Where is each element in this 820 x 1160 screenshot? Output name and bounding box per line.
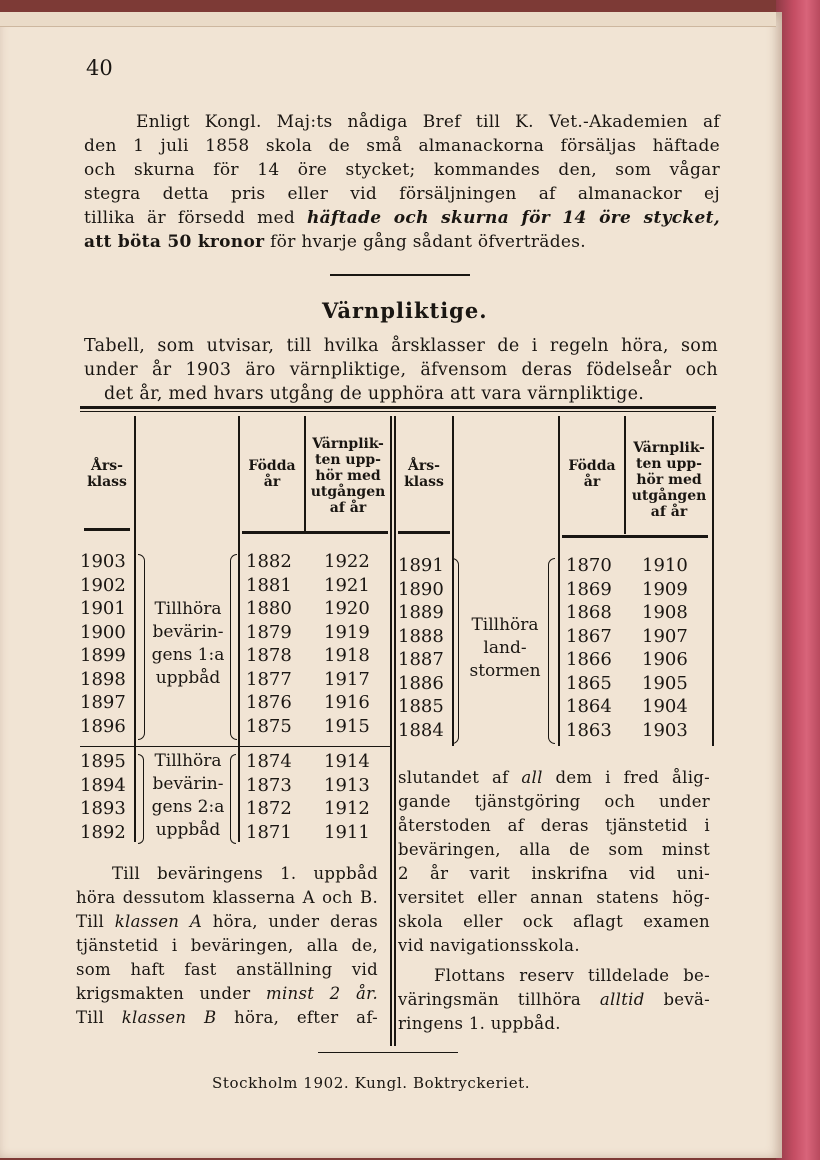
note-text: slutandet af xyxy=(398,768,509,787)
note-line: tjänstetid i beväringen, alla de, xyxy=(76,936,378,955)
end-year: 1912 xyxy=(324,798,370,819)
document-page xyxy=(0,12,782,1158)
note-italic: klassen B xyxy=(121,1008,217,1027)
table-top-rule xyxy=(80,406,716,409)
born-year: 1874 xyxy=(246,751,292,772)
year-class: 1886 xyxy=(398,672,444,694)
header-varnplikt: Värnplik- ten upp- hör med utgången af år xyxy=(310,436,386,516)
born-year: 1865 xyxy=(566,672,612,694)
header-rule xyxy=(84,528,130,531)
born-year: 1863 xyxy=(566,719,612,741)
end-year: 1917 xyxy=(324,668,370,690)
brace xyxy=(452,558,459,744)
column-rule xyxy=(712,416,714,746)
born-year: 1870 xyxy=(566,555,612,576)
year-class: 1887 xyxy=(398,649,444,670)
born-year: 1878 xyxy=(246,645,292,666)
group-label-landstorm xyxy=(460,614,550,683)
year-class: 1899 xyxy=(80,645,126,666)
right-note xyxy=(398,766,710,1036)
born-year: 1882 xyxy=(246,551,292,572)
section-heading: Värnpliktige. xyxy=(322,298,488,323)
note-text: höra, efter af- xyxy=(234,1008,379,1027)
note-line: vid navigationsskola. xyxy=(398,936,580,955)
year-class: 1898 xyxy=(80,668,126,690)
note-line: återstoden af deras tjänstetid i xyxy=(398,816,710,835)
end-year: 1914 xyxy=(324,751,370,772)
year-class: 1889 xyxy=(398,602,444,623)
note-text: Till xyxy=(76,1008,105,1027)
year-class: 1885 xyxy=(398,696,444,717)
end-year: 1911 xyxy=(324,821,370,843)
born-year: 1866 xyxy=(566,649,612,670)
end-year: 1908 xyxy=(642,602,688,623)
end-year: 1903 xyxy=(642,719,688,741)
table-description xyxy=(84,334,718,406)
born-year: 1875 xyxy=(246,715,292,737)
end-year: 1913 xyxy=(324,774,370,796)
group-label-line: uppbåd xyxy=(155,668,221,688)
note-text: dem i fred ålig- xyxy=(555,768,711,787)
note-line xyxy=(76,982,378,1006)
divider xyxy=(330,274,470,276)
header-arsklass: Års- klass xyxy=(87,458,127,490)
group-label-line: gens 1:a xyxy=(151,645,225,665)
page-top-edge xyxy=(0,12,776,27)
year-class: 1888 xyxy=(398,625,444,647)
note-line: skola eller ock aflagt examen xyxy=(398,912,710,931)
born-column xyxy=(246,750,292,844)
header-arsklass: Års- klass xyxy=(404,458,444,490)
description-line: Tabell, som utvisar, till hvilka årsklasser de i regeln höra, som xyxy=(84,336,718,356)
group-label-2 xyxy=(144,750,232,842)
intro-line: den 1 juli 1858 skola de små almanackorna försäljas häftade xyxy=(84,136,720,156)
end-year: 1905 xyxy=(642,672,688,694)
born-year: 1868 xyxy=(566,602,612,623)
end-year: 1907 xyxy=(642,625,688,647)
year-class: 1895 xyxy=(80,751,126,772)
year-class: 1901 xyxy=(80,598,126,619)
note-line xyxy=(398,766,710,790)
group-label-1 xyxy=(144,598,232,690)
year-class: 1903 xyxy=(80,551,126,572)
group-label-line: bevärin- xyxy=(152,774,224,794)
note-line xyxy=(76,910,378,934)
note-text: bevä- xyxy=(663,990,710,1009)
note-line: versitet eller annan statens hög- xyxy=(398,888,710,907)
born-year: 1880 xyxy=(246,598,292,619)
end-year: 1919 xyxy=(324,621,370,643)
end-year: 1920 xyxy=(324,598,370,619)
header-varnplikt: Värnplik- ten upp- hör med utgången af år xyxy=(631,440,707,520)
end-year: 1918 xyxy=(324,645,370,666)
note-line: som haft fast anställning vid xyxy=(76,960,378,979)
intro-line: stegra detta pris eller vid försäljningen af almanackor ej xyxy=(84,184,720,204)
note-italic: alltid xyxy=(599,990,645,1009)
born-year: 1872 xyxy=(246,798,292,819)
end-year: 1906 xyxy=(642,649,688,670)
page-number: 40 xyxy=(86,56,113,80)
born-year: 1879 xyxy=(246,621,292,643)
intro-italic: häftade och skurna för 14 öre stycket, xyxy=(306,208,720,228)
fine-amount: att böta 50 kronor xyxy=(84,232,265,252)
note-line: Till beväringens 1. uppbåd xyxy=(112,864,378,883)
intro-text: tillika är försedd med xyxy=(84,208,296,228)
end-year: 1922 xyxy=(324,551,370,572)
note-text: Till xyxy=(76,912,105,931)
note-italic: klassen A xyxy=(114,912,203,931)
note-text: väringsmän tillhöra xyxy=(398,990,582,1009)
group-label-line: uppbåd xyxy=(155,820,221,840)
year-class: 1891 xyxy=(398,555,444,576)
column-rule xyxy=(390,416,392,1046)
note-line: ringens 1. uppbåd. xyxy=(398,1014,561,1033)
end-year: 1909 xyxy=(642,578,688,600)
brace xyxy=(230,754,236,844)
end-year: 1915 xyxy=(324,715,370,737)
note-italic: all xyxy=(521,768,543,787)
note-line xyxy=(76,1006,378,1030)
ends-column xyxy=(324,750,370,844)
group-rule xyxy=(80,746,390,747)
group-label-line: Tillhöra xyxy=(471,615,539,635)
born-year: 1876 xyxy=(246,692,292,713)
born-column xyxy=(246,550,292,738)
year-class: 1897 xyxy=(80,692,126,713)
brace xyxy=(230,554,237,740)
year-class: 1894 xyxy=(80,774,126,796)
born-year: 1881 xyxy=(246,574,292,596)
group-label-line: gens 2:a xyxy=(151,797,225,817)
born-year: 1867 xyxy=(566,625,612,647)
intro-text: för hvarje gång sådant öfverträdes. xyxy=(270,232,586,252)
year-class-column xyxy=(80,750,126,844)
group-label-line: Tillhöra xyxy=(154,599,222,619)
footer-divider xyxy=(318,1052,458,1053)
end-year: 1916 xyxy=(324,692,370,713)
header-rule xyxy=(398,531,450,534)
intro-line: och skurna för 14 öre stycket; kommandes den, som vågar xyxy=(84,160,720,180)
year-class: 1902 xyxy=(80,574,126,596)
year-class: 1900 xyxy=(80,621,126,643)
year-class: 1890 xyxy=(398,578,444,600)
group-label-line: land- xyxy=(483,638,527,658)
header-fodda: Födda år xyxy=(248,458,296,490)
header-fodda: Födda år xyxy=(568,458,616,490)
header-rule xyxy=(562,535,708,538)
column-rule xyxy=(134,416,136,842)
note-line: 2 år varit inskrifna vid uni- xyxy=(398,864,710,883)
born-column xyxy=(566,554,612,742)
year-class: 1884 xyxy=(398,719,444,741)
end-year: 1904 xyxy=(642,696,688,717)
group-label-line: Tillhöra xyxy=(154,751,222,771)
note-line: Flottans reserv tilldelade be- xyxy=(434,966,710,985)
note-line xyxy=(398,988,710,1012)
group-label-line: stormen xyxy=(469,661,541,681)
left-note xyxy=(76,862,378,1030)
header-rule xyxy=(242,531,388,534)
end-year: 1921 xyxy=(324,574,370,596)
born-year: 1877 xyxy=(246,668,292,690)
year-class-column xyxy=(80,550,126,738)
printer-imprint: Stockholm 1902. Kungl. Boktryckeriet. xyxy=(212,1074,531,1092)
description-line: det år, med hvars utgång de upphöra att vara värnpliktige. xyxy=(104,384,645,404)
ends-column xyxy=(324,550,370,738)
column-rule xyxy=(394,416,396,1046)
brace xyxy=(548,558,555,744)
table-top-rule xyxy=(80,411,716,412)
description-line: under år 1903 äro värnpliktige, äfvensom deras födelseår och xyxy=(84,360,718,380)
year-class-column xyxy=(398,554,444,742)
note-text: höra, under deras xyxy=(212,912,379,931)
end-year: 1910 xyxy=(642,555,688,576)
group-label-line: bevärin- xyxy=(152,622,224,642)
born-year: 1871 xyxy=(246,821,292,843)
note-line: höra dessutom klasserna A och B. xyxy=(76,888,378,907)
year-class: 1892 xyxy=(80,821,126,843)
note-line: gande tjänstgöring och under xyxy=(398,792,710,811)
intro-line xyxy=(84,206,720,230)
born-year: 1869 xyxy=(566,578,612,600)
note-line: beväringen, alla de som minst xyxy=(398,840,710,859)
year-class: 1893 xyxy=(80,798,126,819)
ends-column xyxy=(642,554,688,742)
born-year: 1873 xyxy=(246,774,292,796)
born-year: 1864 xyxy=(566,696,612,717)
book-spine xyxy=(776,0,820,1160)
intro-line: Enligt Kongl. Maj:ts nådiga Bref till K. Vet.-Akademien af xyxy=(136,112,720,132)
note-text: krigsmakten under xyxy=(76,984,251,1003)
intro-line xyxy=(84,230,720,254)
year-class: 1896 xyxy=(80,715,126,737)
note-italic: minst 2 år. xyxy=(266,984,379,1003)
intro-paragraph xyxy=(84,110,720,254)
